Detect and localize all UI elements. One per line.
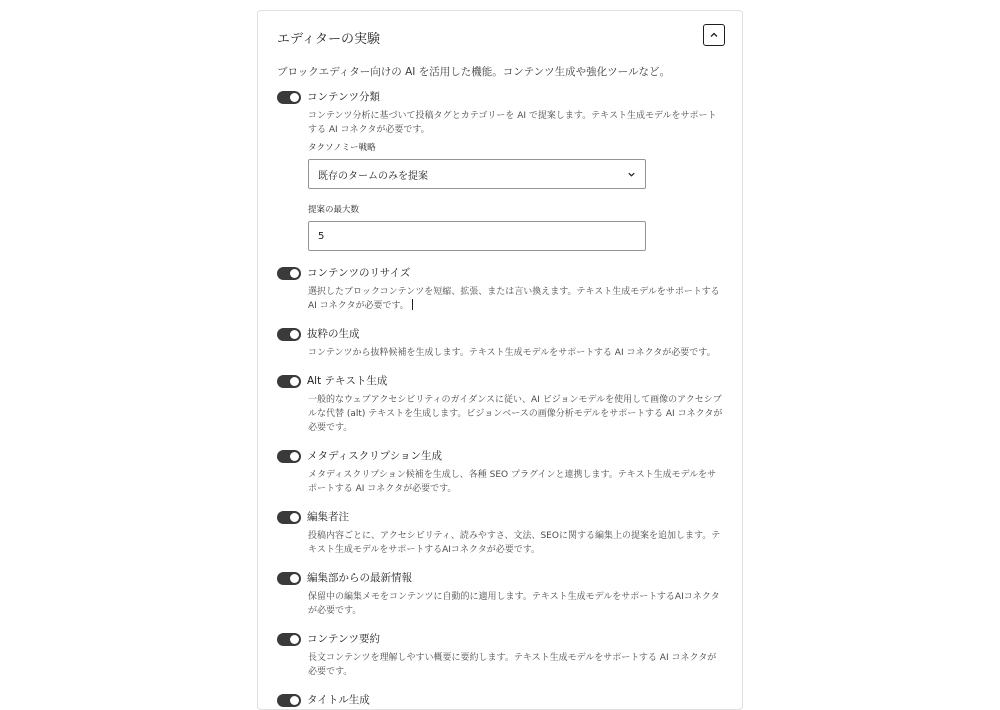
content-summary-toggle[interactable] [277, 633, 301, 646]
feature-description: コンテンツ分析に基づいて投稿タグとカテゴリーを AI で提案します。テキスト生成モデルをサポートする AI コネクタが必要です。 [308, 111, 717, 135]
alt-text-generation-toggle[interactable] [277, 375, 301, 388]
feature-meta-description-generation [277, 448, 727, 496]
feature-label: コンテンツ分類 [307, 91, 380, 103]
feature-alt-text-generation [277, 373, 727, 435]
feature-label: メタディスクリプション生成 [307, 450, 443, 462]
title-generation-toggle[interactable] [277, 694, 301, 707]
feature-description: 一般的なウェブアクセシビリティのガイダンスに従い、AI ビジョンモデルを使用して画像のアクセシブルな代替 (alt) テキストを生成します。ビジョンベースの画像分析モデルをサポートする AI コネクタが必要です。 [308, 395, 723, 433]
feature-description: 投稿内容ごとに、アクセシビリティ、読みやすさ、文法、SEOに関する編集上の提案を追加します。テキスト生成モデルをサポートするAIコネクタが必要です。 [308, 531, 721, 555]
feature-description: 長文コンテンツを理解しやすい概要に要約します。テキスト生成モデルをサポートする AI コネクタが必要です。 [308, 653, 717, 677]
toggle-knob [290, 330, 299, 339]
feature-excerpt-generation [277, 326, 727, 360]
feature-description: メタディスクリプション候補を生成し、各種 SEO プラグインと連携します。テキスト生成モデルをサポートする AI コネクタが必要です。 [308, 470, 717, 494]
content-classification-toggle[interactable] [277, 91, 301, 104]
feature-description: 保留中の編集メモをコンテンツに自動的に適用します。テキスト生成モデルをサポートするAIコネクタが必要です。 [308, 592, 720, 616]
feature-description-text: 選択したブロックコンテンツを短縮、拡張、または言い換えます。テキスト生成モデルをサポートする AI コネクタが必要です。 [308, 287, 720, 311]
toggle-knob [290, 574, 299, 583]
feature-label: Alt テキスト生成 [307, 375, 388, 387]
feature-label: タイトル生成 [307, 694, 370, 706]
toggle-knob [290, 269, 299, 278]
feature-label: 抜粋の生成 [307, 328, 360, 340]
feature-description: コンテンツから抜粋候補を生成します。テキスト生成モデルをサポートする AI コネクタが必要です。 [308, 348, 716, 358]
editorial-updates-toggle[interactable] [277, 572, 301, 585]
taxonomy-strategy-label: タクソノミー戦略 [308, 143, 376, 153]
feature-description [308, 285, 723, 313]
toggle-knob [290, 452, 299, 461]
feature-content-classification [277, 89, 727, 251]
taxonomy-strategy-value: 既存のタームのみを提案 [318, 170, 428, 182]
feature-content-summary [277, 631, 727, 679]
max-suggestions-value: 5 [318, 230, 325, 242]
max-suggestions-label: 提案の最大数 [308, 205, 360, 215]
collapse-button[interactable] [703, 24, 725, 46]
taxonomy-strategy-select[interactable] [308, 159, 646, 189]
feature-label: コンテンツ要約 [307, 633, 380, 645]
chevron-down-icon [627, 170, 636, 179]
toggle-knob [290, 635, 299, 644]
toggle-knob [290, 93, 299, 102]
content-resize-toggle[interactable] [277, 267, 301, 280]
chevron-up-icon [709, 30, 719, 40]
feature-label: 編集部からの最新情報 [307, 572, 412, 584]
meta-description-toggle[interactable] [277, 450, 301, 463]
panel-title: エディターの実験 [277, 32, 380, 47]
excerpt-generation-toggle[interactable] [277, 328, 301, 341]
text-caret [412, 299, 413, 310]
editorial-notes-toggle[interactable] [277, 511, 301, 524]
feature-label: コンテンツのリサイズ [307, 267, 411, 279]
editor-experiments-panel [257, 10, 743, 710]
feature-editorial-updates [277, 570, 727, 618]
feature-list [277, 89, 727, 708]
toggle-knob [290, 377, 299, 386]
toggle-knob [290, 513, 299, 522]
toggle-knob [290, 696, 299, 705]
feature-editorial-notes [277, 509, 727, 557]
feature-label: 編集者注 [307, 511, 349, 523]
feature-content-resize [277, 265, 727, 313]
feature-title-generation [277, 692, 727, 708]
panel-description: ブロックエディター向けの AI を活用した機能。コンテンツ生成や強化ツールなど。 [277, 66, 670, 78]
max-suggestions-input[interactable] [308, 221, 646, 251]
